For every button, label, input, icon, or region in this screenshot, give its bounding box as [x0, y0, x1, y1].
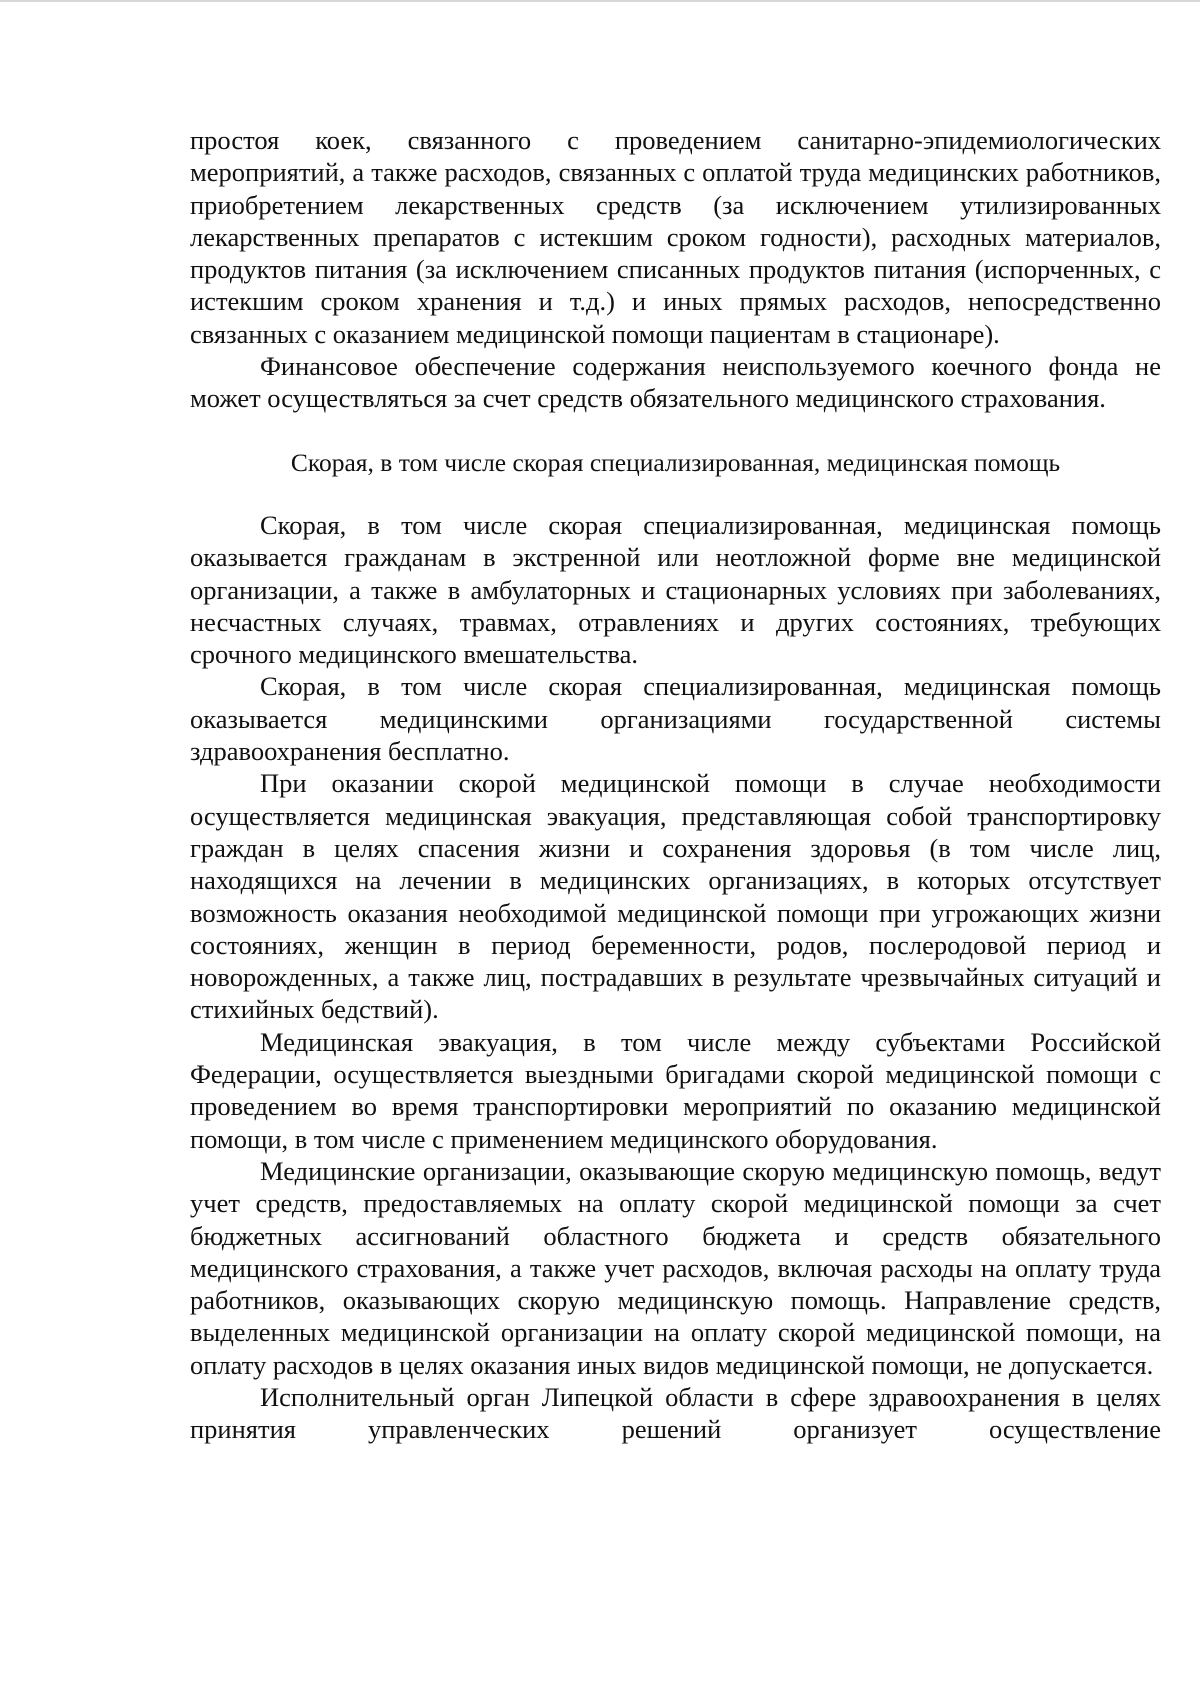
page-top-edge [0, 0, 1200, 2]
paragraph-emergency-care-free: Скорая, в том числе скорая специализированная, медицинская помощь оказывается медицинскими организациями государственной системы здравоохранения бесплатно. [190, 671, 1161, 767]
paragraph-financing: Финансовое обеспечение содержания неиспользуемого коечного фонда не может осуществляться за счет средств обязательного медицинского страхования. [190, 351, 1161, 414]
paragraph-accounting: Медицинские организации, оказывающие скорую медицинскую помощь, ведут учет средств, предоставляемых на оплату скорой медицинской помощи за счет бюджетных ассигнований областного бюджета и средств обязательного медицинского страхования, а также учет расходов, включая расходы на оплату труда работников, оказывающих скорую медицинскую помощь. Направление средств, выделенных медицинской организации на оплату скорой медицинской помощи, на оплату расходов в целях оказания иных видов медицинской помощи, не допускается. [190, 1155, 1161, 1380]
paragraph-evacuation-teams: Медицинская эвакуация, в том числе между субъектами Российской Федерации, осуществляется выездными бригадами скорой медицинской помощи с проведением во время транспортировки мероприятий по оказанию медицинской помощи, в том числе с применением медицинского оборудования. [190, 1026, 1161, 1154]
paragraph-medical-evacuation: При оказании скорой медицинской помощи в случае необходимости осуществляется медицинская эвакуация, представляющая собой транспортировку граждан в целях спасения жизни и сохранения здоровья (в том числе лиц, находящихся на лечении в медицинских организациях, в которых отсутствует возможность оказания необходимой медицинской помощи при угрожающих жизни состояниях, женщин в период беременности, родов, послеродовой период и новорожденных, а также лиц, пострадавших в результате чрезвычайных ситуаций и стихийных бедствий). [190, 768, 1161, 1025]
section-heading: Скорая, в том числе скорая специализированная, медицинская помощь [290, 447, 1061, 477]
paragraph-emergency-care-definition: Скорая, в том числе скорая специализированная, медицинская помощь оказывается гражданам в экстренной или неотложной форме вне медицинской организации, а также в амбулаторных и стационарных условиях при заболеваниях, несчастных случаях, травмах, отравлениях и других состояниях, требующих срочного медицинского вмешательства. [190, 509, 1161, 670]
paragraph-continuation: простоя коек, связанного с проведением санитарно-эпидемиологических мероприятий, а также расходов, связанных с оплатой труда медицинских работников, приобретением лекарственных средств (за исключением утилизированных лекарственных препаратов с истекшим сроком годности), расходных материалов, продуктов питания (за исключением списанных продуктов питания (испорченных, с истекшим сроком хранения и т.д.) и иных прямых расходов, непосредственно связанных с оказанием медицинской помощи пациентам в стационаре). [190, 125, 1161, 349]
paragraph-executive-body: Исполнительный орган Липецкой области в сфере здравоохранения в целях принятия управленческих решений организует осуществление [190, 1381, 1161, 1445]
document-body [190, 124, 1161, 1446]
